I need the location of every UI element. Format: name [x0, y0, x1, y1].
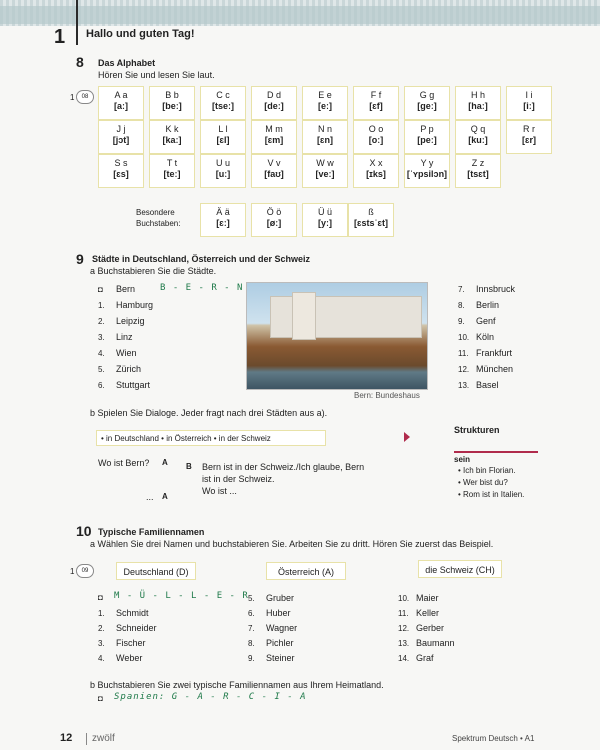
- audio-track-09-icon[interactable]: 09: [76, 564, 94, 578]
- letter-pronunciation: [peː]: [417, 135, 437, 145]
- list-item: [458, 332, 494, 342]
- example-name-spelling: M - Ü - L - L - E - R: [114, 591, 249, 601]
- letter-cell: [98, 86, 144, 120]
- header-switzerland: die Schweiz (CH): [418, 560, 502, 578]
- letter-pronunciation: [uː]: [215, 169, 231, 179]
- list-item: [98, 364, 141, 374]
- letter: F f: [370, 90, 382, 100]
- letter-cell: [251, 120, 297, 154]
- letter: O o: [368, 124, 384, 134]
- list-item: [458, 348, 512, 358]
- letter-pronunciation: [ɛs]: [113, 169, 129, 179]
- letter-cell: [149, 120, 195, 154]
- item-number: 14.: [398, 654, 410, 663]
- letter-cell: [404, 120, 450, 154]
- letter-cell: [455, 86, 501, 120]
- book-title: Spektrum Deutsch • A1: [452, 734, 535, 743]
- letter-cell: [302, 154, 348, 188]
- item-number: 2.: [98, 624, 105, 633]
- list-item: [458, 284, 515, 294]
- list-item: [98, 638, 146, 648]
- item-text: Innsbruck: [476, 284, 516, 294]
- header-austria: Österreich (A): [266, 562, 346, 580]
- letter: Ü ü: [317, 207, 332, 217]
- item-number: 6.: [98, 381, 105, 390]
- item-text: Wien: [116, 348, 137, 358]
- list-item: [98, 316, 145, 326]
- list-item: [248, 623, 297, 633]
- item-text: Schmidt: [116, 608, 149, 618]
- dialog-answer-2: ist in der Schweiz.: [202, 474, 275, 484]
- structures-arrow-icon: [404, 432, 410, 442]
- item-number: 9.: [458, 317, 465, 326]
- item-number: 8.: [248, 639, 255, 648]
- letter-pronunciation: [ɛf]: [369, 101, 383, 111]
- letter: X x: [369, 158, 383, 168]
- item-text: Maier: [416, 593, 439, 603]
- item-number: 2.: [98, 317, 105, 326]
- item-text: Keller: [416, 608, 440, 618]
- letter-cell: [149, 154, 195, 188]
- letter: P p: [420, 124, 434, 134]
- page-number: 12: [60, 732, 73, 744]
- list-item: [458, 316, 496, 326]
- chapter-title: Hallo und guten Tag!: [86, 28, 195, 40]
- exercise-9b-instruction: b Spielen Sie Dialoge. Jeder fragt nach drei Städten aus a).: [90, 408, 328, 418]
- letter-pronunciation: [ˈʏpsilɔn]: [406, 169, 448, 179]
- exercise-10b-instruction: b Buchstabieren Sie zwei typische Familiennamen aus Ihrem Heimatland.: [90, 680, 384, 690]
- list-item: [458, 380, 499, 390]
- letter-cell: [353, 86, 399, 120]
- letter-pronunciation: [ɛn]: [317, 135, 333, 145]
- letter-pronunciation: [deː]: [264, 101, 284, 111]
- item-number: 8.: [458, 301, 465, 310]
- footer-separator: [86, 733, 87, 745]
- cd-number-2: 1: [70, 567, 75, 576]
- letter-pronunciation: [veː]: [315, 169, 335, 179]
- item-text: Baumann: [416, 638, 455, 648]
- page-number-word: zwölf: [92, 733, 115, 744]
- letter-cell: [302, 86, 348, 120]
- list-item: [458, 300, 499, 310]
- letter: U u: [215, 158, 230, 168]
- item-number: 13.: [398, 639, 410, 648]
- letter-cell: [251, 86, 297, 120]
- item-number: 4.: [98, 654, 105, 663]
- letter-pronunciation: [ɛl]: [216, 135, 230, 145]
- letter: A a: [114, 90, 128, 100]
- letter-cell: [455, 120, 501, 154]
- chapter-divider: [76, 0, 78, 45]
- structures-line-1: • Ich bin Florian.: [458, 466, 516, 475]
- list-item: [98, 332, 133, 342]
- item-number: 11.: [398, 609, 409, 618]
- item-text: Steiner: [266, 653, 295, 663]
- item-text: Basel: [476, 380, 499, 390]
- list-item: [248, 653, 295, 663]
- letter-pronunciation: [tsɛt]: [467, 169, 489, 179]
- example-city: Bern: [116, 284, 136, 294]
- letter-pronunciation: [ɛstsˈɛt]: [354, 218, 388, 228]
- letter: I i: [525, 90, 533, 100]
- letter-pronunciation: [teː]: [163, 169, 181, 179]
- item-number: 6.: [248, 609, 255, 618]
- structures-title: Strukturen: [454, 425, 500, 435]
- photo-tower: [292, 292, 316, 340]
- item-number: 1.: [98, 609, 105, 618]
- structures-rule: [454, 451, 538, 453]
- letter-pronunciation: [ɪks]: [366, 169, 386, 179]
- example-spelling: B - E - R - N: [160, 283, 244, 293]
- letter-cell: [506, 86, 552, 120]
- exercise-9-title: Städte in Deutschland, Österreich und der Schweiz: [92, 254, 311, 264]
- exercise-8-instruction: Hören Sie und lesen Sie laut.: [98, 70, 215, 80]
- item-text: Weber: [116, 653, 143, 663]
- letter: Ä ä: [216, 207, 230, 217]
- letter-pronunciation: [faʊ]: [264, 169, 284, 179]
- letter-cell: [353, 154, 399, 188]
- list-item: [98, 348, 137, 358]
- list-item: [98, 300, 153, 310]
- letter: V v: [267, 158, 281, 168]
- list-item: [98, 653, 142, 663]
- item-number: 4.: [98, 349, 105, 358]
- list-item: [398, 638, 455, 648]
- dialog-dots: ...: [146, 492, 154, 502]
- item-text: Berlin: [476, 300, 500, 310]
- item-text: Graf: [416, 653, 434, 663]
- letter: K k: [165, 124, 179, 134]
- list-item: [248, 593, 294, 603]
- letter-cell: [200, 120, 246, 154]
- letter-pronunciation: [ɛr]: [522, 135, 536, 145]
- letter-pronunciation: [øː]: [266, 218, 282, 228]
- list-item: [458, 364, 513, 374]
- letter-pronunciation: [jɔt]: [112, 135, 130, 145]
- letter: W w: [316, 158, 334, 168]
- item-text: Pichler: [266, 638, 294, 648]
- letter-pronunciation: [oː]: [368, 135, 384, 145]
- example-icon-3: ◘: [98, 694, 103, 703]
- letter-cell: [506, 120, 552, 154]
- item-text: Wagner: [266, 623, 298, 633]
- item-number: 9.: [248, 654, 255, 663]
- letter-cell: [404, 86, 450, 120]
- item-number: 10.: [458, 333, 470, 342]
- item-text: Gruber: [266, 593, 295, 603]
- item-number: 12.: [398, 624, 410, 633]
- item-number: 3.: [98, 333, 105, 342]
- example-home-spelling: Spanien: G - A - R - C - I - A: [114, 692, 307, 702]
- list-item: [398, 623, 444, 633]
- country-chips: • in Deutschland • in Österreich • in der Schweiz: [96, 430, 326, 446]
- letter-pronunciation: [yː]: [318, 218, 332, 228]
- item-text: Hamburg: [116, 300, 154, 310]
- chapter-number: 1: [54, 26, 66, 48]
- letter-cell: [353, 120, 399, 154]
- header-band-shade: [0, 6, 600, 24]
- letter-pronunciation: [haː]: [468, 101, 488, 111]
- item-text: Köln: [476, 332, 495, 342]
- item-number: 13.: [458, 381, 470, 390]
- letter: G g: [419, 90, 435, 100]
- item-text: Genf: [476, 316, 496, 326]
- letter: M m: [265, 124, 283, 134]
- item-text: Frankfurt: [476, 348, 513, 358]
- letter-cell: [98, 120, 144, 154]
- special-letters-label: Besondere: [136, 208, 175, 217]
- letter: R r: [523, 124, 535, 134]
- letter: Z z: [471, 158, 485, 168]
- dialog-speaker-a-2: A: [162, 492, 168, 501]
- letter: C c: [216, 90, 230, 100]
- letter-cell: [455, 154, 501, 188]
- letter: E e: [318, 90, 332, 100]
- dialog-speaker-a: A: [162, 458, 168, 467]
- letter-cell: [98, 154, 144, 188]
- letter-cell: [200, 154, 246, 188]
- list-item: [398, 593, 439, 603]
- item-text: München: [476, 364, 514, 374]
- letter: S s: [114, 158, 128, 168]
- special-letter-cell: [200, 203, 246, 237]
- audio-track-08-icon[interactable]: 08: [76, 90, 94, 104]
- list-item: [398, 653, 434, 663]
- dialog-speaker-b: B: [186, 462, 192, 471]
- item-number: 11.: [458, 349, 469, 358]
- letter: B b: [165, 90, 179, 100]
- header-germany: Deutschland (D): [116, 562, 196, 580]
- special-letter-cell: [302, 203, 348, 237]
- special-letter-cell: [348, 203, 394, 237]
- list-item: [98, 608, 149, 618]
- item-number: 12.: [458, 365, 470, 374]
- letter: H h: [470, 90, 485, 100]
- item-text: Fischer: [116, 638, 146, 648]
- item-number: 3.: [98, 639, 105, 648]
- list-item: [398, 608, 439, 618]
- dialog-answer-3: Wo ist ...: [202, 486, 237, 496]
- exercise-10-title: Typische Familiennamen: [98, 527, 205, 537]
- photo-caption: Bern: Bundeshaus: [354, 391, 420, 400]
- letter-pronunciation: [ɛm]: [264, 135, 284, 145]
- structures-verb: sein: [454, 455, 471, 464]
- item-number: 5.: [248, 594, 255, 603]
- item-text: Huber: [266, 608, 291, 618]
- letter: Y y: [420, 158, 434, 168]
- letter-pronunciation: [ɛː]: [216, 218, 230, 228]
- item-text: Stuttgart: [116, 380, 151, 390]
- dialog-answer-1: Bern ist in der Schweiz./Ich glaube, Bern: [202, 462, 365, 472]
- structures-line-3: • Rom ist in Italien.: [458, 490, 525, 499]
- item-number: 10.: [398, 594, 410, 603]
- letter-pronunciation: [aː]: [114, 101, 128, 111]
- special-letter-cell: [251, 203, 297, 237]
- item-text: Leipzig: [116, 316, 145, 326]
- exercise-9a-instruction: a Buchstabieren Sie die Städte.: [90, 266, 217, 276]
- exercise-8-number: 8: [76, 54, 84, 70]
- letter-cell: [200, 86, 246, 120]
- item-text: Linz: [116, 332, 133, 342]
- example-icon-2: ◘: [98, 593, 103, 602]
- list-item: [98, 623, 157, 633]
- special-letters-label-2: Buchstaben:: [136, 219, 181, 228]
- exercise-10-number: 10: [76, 523, 92, 539]
- letter-cell: [149, 86, 195, 120]
- item-number: 7.: [248, 624, 255, 633]
- letter-cell: [404, 154, 450, 188]
- dialog-question: Wo ist Bern?: [98, 458, 150, 468]
- item-text: Schneider: [116, 623, 157, 633]
- item-text: Zürich: [116, 364, 142, 374]
- letter-pronunciation: [eː]: [318, 101, 332, 111]
- letter: T t: [166, 158, 178, 168]
- item-number: 1.: [98, 301, 105, 310]
- exercise-9-number: 9: [76, 251, 84, 267]
- structures-line-2: • Wer bist du?: [458, 478, 508, 487]
- letter: N n: [317, 124, 332, 134]
- item-number: 7.: [458, 285, 465, 294]
- exercise-8-title: Das Alphabet: [98, 58, 156, 68]
- letter-pronunciation: [geː]: [417, 101, 437, 111]
- example-icon: ◘: [98, 285, 103, 294]
- letter: D d: [266, 90, 281, 100]
- item-number: 5.: [98, 365, 105, 374]
- exercise-10a-instruction: a Wählen Sie drei Namen und buchstabieren Sie. Arbeiten Sie zu dritt. Hören Sie zuerst das Beispiel.: [90, 539, 494, 549]
- list-item: [248, 638, 294, 648]
- letter-cell: [251, 154, 297, 188]
- letter-pronunciation: [tseː]: [212, 101, 234, 111]
- letter-cell: [302, 120, 348, 154]
- example-row: [98, 284, 135, 294]
- cd-number: 1: [70, 93, 75, 102]
- list-item: [248, 608, 291, 618]
- letter-pronunciation: [beː]: [162, 101, 182, 111]
- letter: L l: [218, 124, 228, 134]
- letter-pronunciation: [iː]: [523, 101, 535, 111]
- item-text: Gerber: [416, 623, 445, 633]
- letter-pronunciation: [kaː]: [162, 135, 182, 145]
- letter: Ö ö: [266, 207, 282, 217]
- letter-pronunciation: [kuː]: [468, 135, 488, 145]
- letter: ß: [368, 207, 374, 217]
- letter: J j: [116, 124, 126, 134]
- list-item: [98, 380, 150, 390]
- letter: Q q: [470, 124, 486, 134]
